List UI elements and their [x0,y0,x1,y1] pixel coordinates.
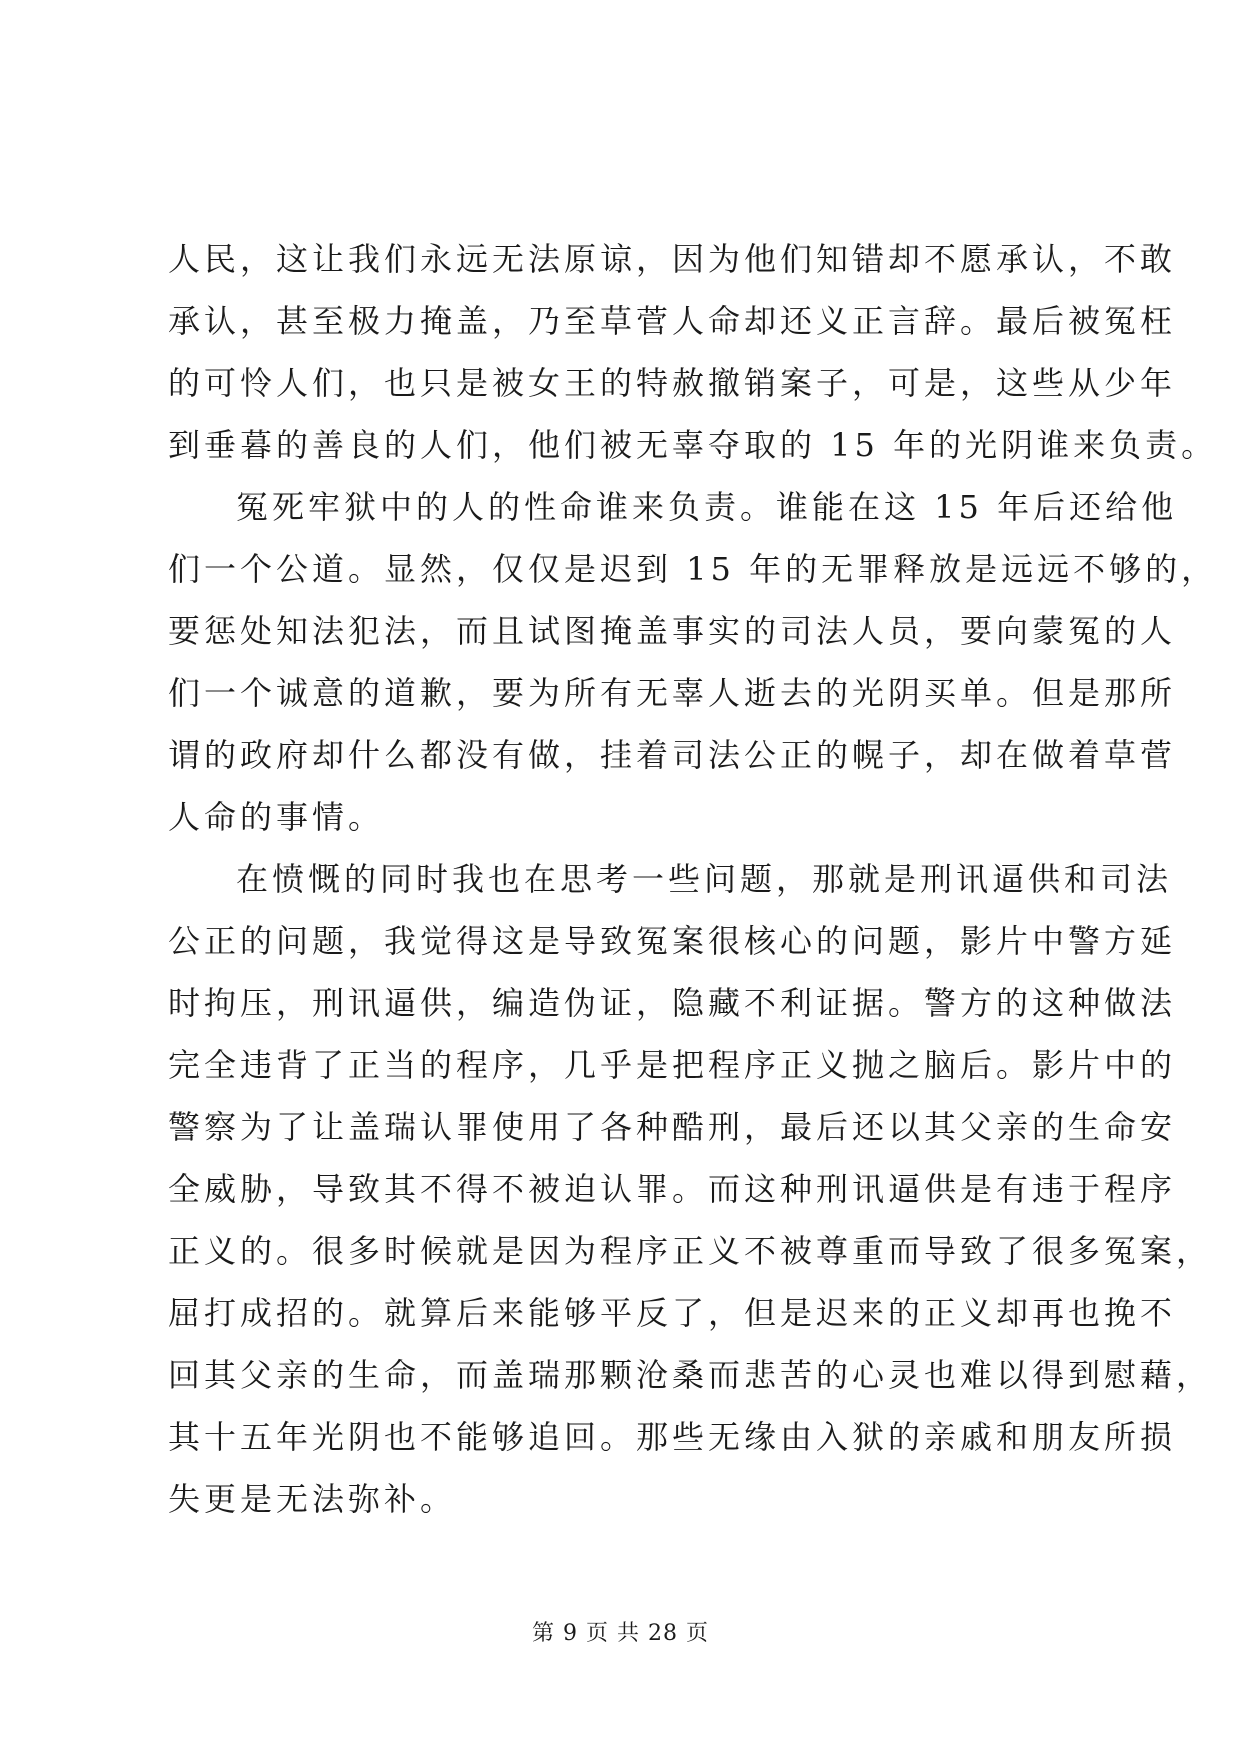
text-line: 屈打成招的。就算后来能够平反了，但是迟来的正义却再也挽不 [168,1294,1177,1332]
text-line: 警察为了让盖瑞认罪使用了各种酷刑，最后还以其父亲的生命安 [168,1108,1177,1146]
text-line: 冤死牢狱中的人的性命谁来负责。谁能在这 15 年后还给他 [236,488,1178,526]
text-line: 完全违背了正当的程序，几乎是把程序正义抛之脑后。影片中的 [168,1046,1177,1084]
text-line: 正义的。很多时候就是因为程序正义不被尊重而导致了很多冤案， [168,1232,1213,1270]
text-line: 回其父亲的生命，而盖瑞那颗沧桑而悲苦的心灵也难以得到慰藉， [168,1356,1213,1394]
body-text [168,228,1218,1530]
text-line: 失更是无法弥补。 [168,1480,457,1518]
text-line: 人命的事情。 [168,798,385,836]
text-line: 承认，甚至极力掩盖，乃至草菅人命却还义正言辞。最后被冤枉 [168,302,1177,340]
text-line: 们一个诚意的道歉，要为所有无辜人逝去的光阴买单。但是那所 [168,674,1177,712]
text-line: 在愤慨的同时我也在思考一些问题，那就是刑讯逼供和司法 [236,860,1173,898]
text-line: 们一个公道。显然，仅仅是迟到 15 年的无罪释放是远远不够的， [168,550,1218,588]
text-line: 的可怜人们，也只是被女王的特赦撤销案子，可是，这些从少年 [168,364,1177,402]
text-line: 其十五年光阴也不能够追回。那些无缘由入狱的亲戚和朋友所损 [168,1418,1177,1456]
text-line: 人民，这让我们永远无法原谅，因为他们知错却不愿承认，不敢 [168,240,1177,278]
text-line: 公正的问题，我觉得这是导致冤案很核心的问题，影片中警方延 [168,922,1177,960]
text-line: 全威胁，导致其不得不被迫认罪。而这种刑讯逼供是有违于程序 [168,1170,1177,1208]
text-line: 谓的政府却什么都没有做，挂着司法公正的幌子，却在做着草菅 [168,736,1177,774]
text-line: 时拘压，刑讯逼供，编造伪证，隐藏不利证据。警方的这种做法 [168,984,1177,1022]
text-line: 到垂暮的善良的人们，他们被无辜夺取的 15 年的光阴谁来负责。 [168,426,1218,464]
page-number-footer: 第 9 页 共 28 页 [532,1621,709,1646]
text-line: 要惩处知法犯法，而且试图掩盖事实的司法人员，要向蒙冤的人 [168,612,1177,650]
